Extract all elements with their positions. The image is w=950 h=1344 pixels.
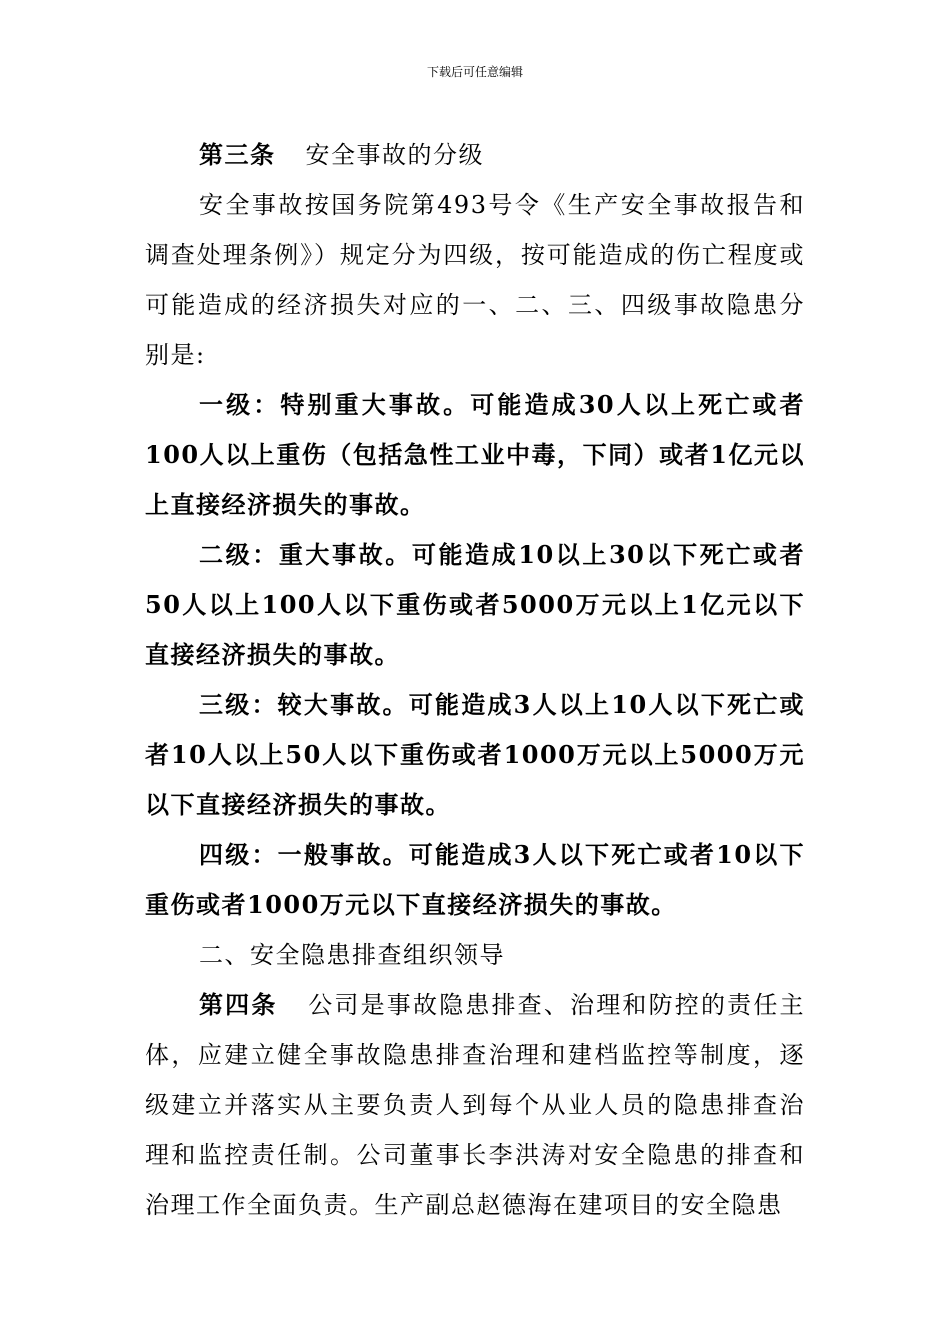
section2-heading: 二、安全隐患排查组织领导	[199, 941, 505, 969]
page-header: 下载后可任意编辑	[426, 65, 523, 79]
document-body	[145, 130, 805, 1230]
article4-text: 公司是事故隐患排查、治理和防控的责任主体，应建立健全事故隐患排查治理和建档监控等制度，逐级建立并落实从主要负责人到每个从业人员的隐患排查治理和监控责任制。公司董事长李洪涛对安全隐患的排查和治理工作全面负责。生产副总赵德海在建项目的安全隐患	[145, 991, 805, 1219]
accident-level-3: 三级：较大事故。可能造成3人以上10人以下死亡或者10人以上50人以下重伤或者1000万元以上5000万元以下直接经济损失的事故。	[145, 690, 805, 819]
accident-level-2: 二级：重大事故。可能造成10以上30以下死亡或者50人以上100人以下重伤或者5000万元以上1亿元以下直接经济损失的事故。	[145, 540, 805, 669]
accident-level-1: 一级：特别重大事故。可能造成30人以上死亡或者100人以上重伤（包括急性工业中毒，下同）或者1亿元以上直接经济损失的事故。	[145, 390, 805, 519]
accident-level-4: 四级：一般事故。可能造成3人以下死亡或者10以下重伤或者1000万元以下直接经济损失的事故。	[145, 840, 805, 919]
article3-title: 安全事故的分级	[305, 141, 484, 169]
article3-intro: 安全事故按国务院第493号令《生产安全事故报告和调查处理条例》）规定分为四级，按可能造成的伤亡程度或可能造成的经济损失对应的一、二、三、四级事故隐患分别是:	[145, 191, 805, 369]
article3-heading-line	[145, 130, 805, 180]
article3-heading: 第三条	[199, 140, 276, 169]
article4-paragraph	[145, 980, 805, 1230]
article4-heading: 第四条	[199, 990, 278, 1019]
